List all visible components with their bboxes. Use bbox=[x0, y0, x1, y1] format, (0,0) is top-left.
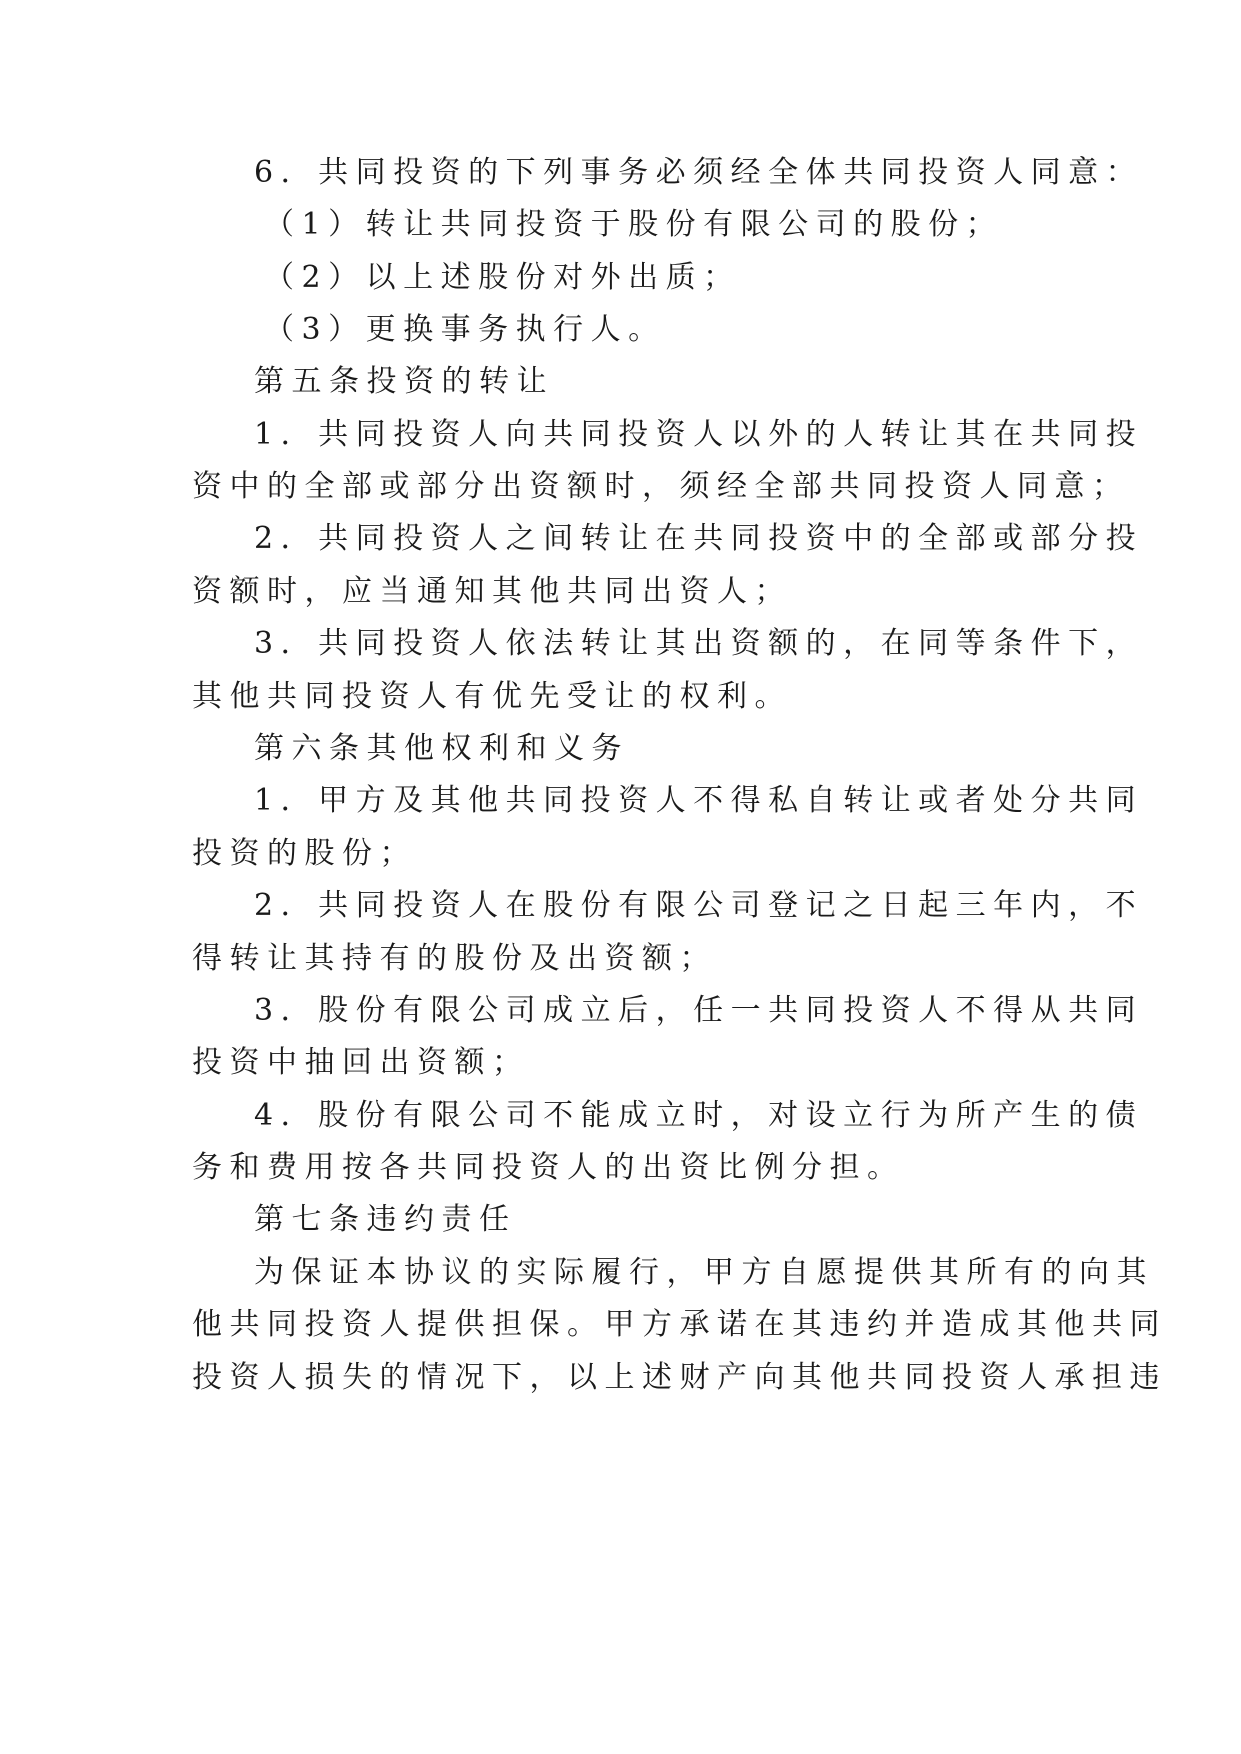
text-line: 6．共同投资的下列事务必须经全体共同投资人同意： bbox=[254, 155, 1144, 190]
text-line: 务和费用按各共同投资人的出资比例分担。 bbox=[192, 1150, 905, 1185]
text-line: 为保证本协议的实际履行，甲方自愿提供其所有的向其 bbox=[254, 1255, 1154, 1290]
text-line: 他共同投资人提供担保。甲方承诺在其违约并造成其他共同 bbox=[192, 1307, 1167, 1342]
text-line: 2．共同投资人之间转让在共同投资中的全部或部分投 bbox=[254, 521, 1144, 556]
text-line: 4．股份有限公司不能成立时，对设立行为所产生的债 bbox=[254, 1098, 1144, 1133]
text-line: 投资中抽回出资额； bbox=[192, 1045, 530, 1080]
text-line: 3．股份有限公司成立后，任一共同投资人不得从共同 bbox=[254, 993, 1144, 1028]
text-line: 2．共同投资人在股份有限公司登记之日起三年内，不 bbox=[254, 888, 1144, 923]
section-heading: 第五条投资的转让 bbox=[254, 364, 554, 399]
text-line: 1．甲方及其他共同投资人不得私自转让或者处分共同 bbox=[254, 783, 1144, 818]
text-line: 1．共同投资人向共同投资人以外的人转让其在共同投 bbox=[254, 417, 1144, 452]
text-line: （2）以上述股份对外出质； bbox=[264, 260, 741, 295]
text-line: （1）转让共同投资于股份有限公司的股份； bbox=[264, 207, 1004, 242]
text-line: 投资的股份； bbox=[192, 836, 417, 871]
text-line: 资额时，应当通知其他共同出资人； bbox=[192, 574, 792, 609]
text-line: 投资人损失的情况下，以上述财产向其他共同投资人承担违 bbox=[192, 1360, 1167, 1395]
text-line: 其他共同投资人有优先受让的权利。 bbox=[192, 679, 792, 714]
section-heading: 第六条其他权利和义务 bbox=[254, 731, 629, 766]
text-line: 3．共同投资人依法转让其出资额的，在同等条件下， bbox=[254, 626, 1144, 661]
text-line: 得转让其持有的股份及出资额； bbox=[192, 941, 717, 976]
text-line: 资中的全部或部分出资额时，须经全部共同投资人同意； bbox=[192, 469, 1130, 504]
text-line: （3）更换事务执行人。 bbox=[264, 312, 666, 347]
section-heading: 第七条违约责任 bbox=[254, 1202, 517, 1237]
